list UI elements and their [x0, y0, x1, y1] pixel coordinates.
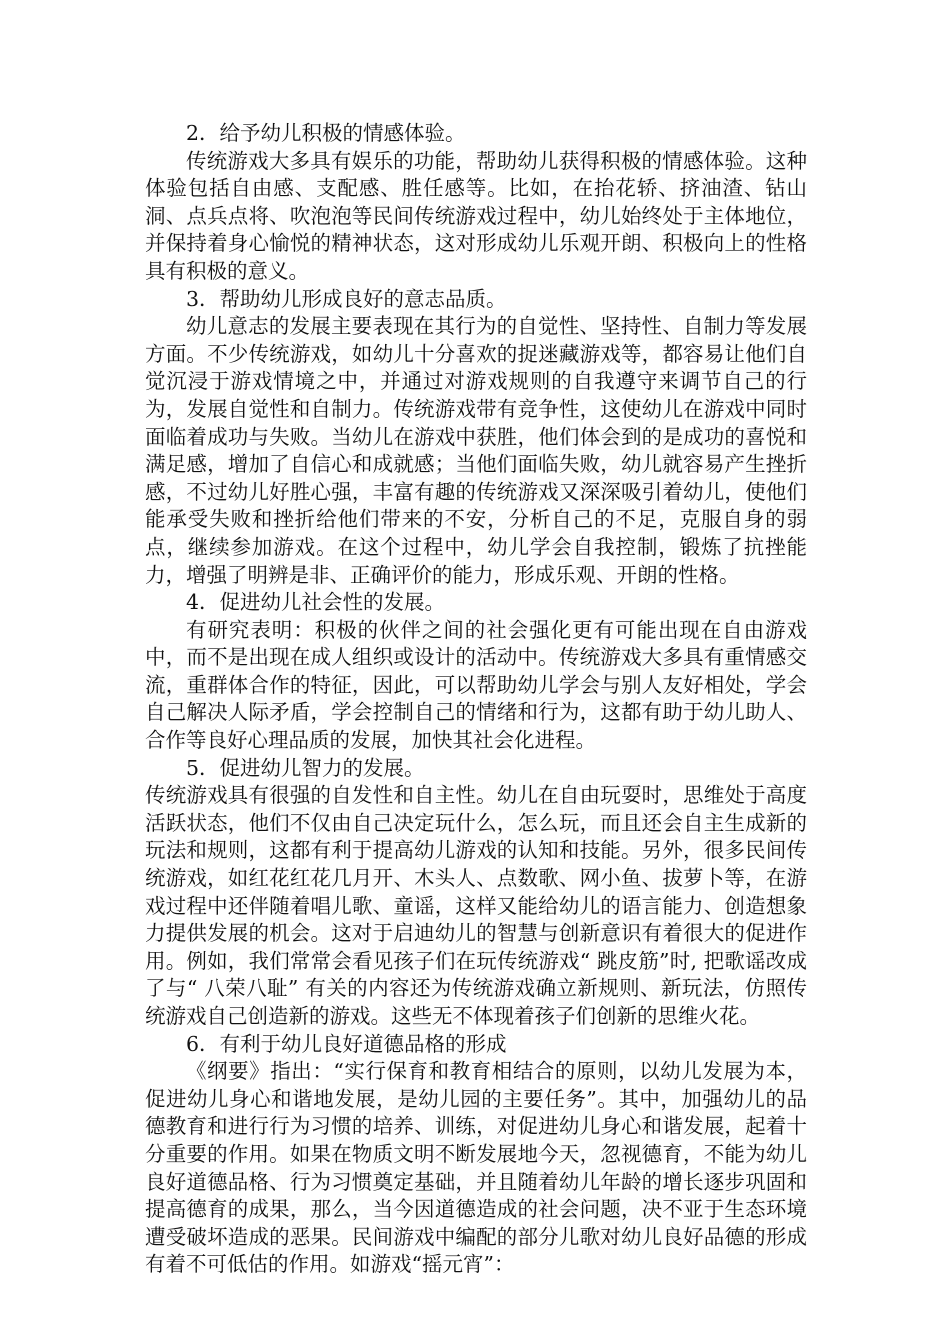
section-paragraph-6: 《纲要》指出：“实行保育和教育相结合的原则，以幼儿发展为本，促进幼儿身心和谐地发展，是幼儿园的主要任务”。其中，加强幼儿的品德教育和进行行为习惯的培养、训练，对促进幼儿身心和谐发展，起着十分重要的作用。如果在物质文明不断发展地今天，忽视德育，不能为幼儿良好道德品格、行为习惯奠定基础，并且随着幼儿年龄的增长逐步巩固和提高德育的成果，那么，当今因道德造成的社会问题，决不亚于生态环境遭受破坏造成的恶果。民间游戏中编配的部分儿歌对幼儿良好品德的形成有着不可低估的作用。如游戏“摇元宵”： — [145, 1059, 807, 1277]
section-paragraph-4: 有研究表明：积极的伙伴之间的社会强化更有可能出现在自由游戏中，而不是出现在成人组织或设计的活动中。传统游戏大多具有重情感交流，重群体合作的特征，因此，可以帮助幼儿学会与别人友好相处，学会自己解决人际矛盾，学会控制自己的情绪和行为，这都有助于幼儿助人、合作等良好心理品质的发展，加快其社会化进程。 — [145, 617, 807, 753]
section-heading-4: 4．促进幼儿社会性的发展。 — [186, 590, 446, 615]
section-heading-3: 3．帮助幼儿形成良好的意志品质。 — [186, 286, 507, 311]
section-paragraph-3: 幼儿意志的发展主要表现在其行为的自觉性、坚持性、自制力等发展方面。不少传统游戏，如幼儿十分喜欢的捉迷藏游戏等，都容易让他们自觉沉浸于游戏情境之中，并通过对游戏规则的自我遵守来调节自己的行为，发展自觉性和自制力。传统游戏带有竞争性，这使幼儿在游戏中同时面临着成功与失败。当幼儿在游戏中获胜，他们体会到的是成功的喜悦和满足感，增加了自信心和成就感；当他们面临失败，幼儿就容易产生挫折感，不过幼儿好胜心强，丰富有趣的传统游戏又深深吸引着幼儿，使他们能承受失败和挫折给他们带来的不安，分析自己的不足，克服自身的弱点，继续参加游戏。在这个过程中，幼儿学会自我控制，锻炼了抗挫能力，增强了明辨是非、正确评价的能力，形成乐观、开朗的性格。 — [145, 314, 807, 587]
section-paragraph-2: 传统游戏大多具有娱乐的功能，帮助幼儿获得积极的情感体验。这种体验包括自由感、支配感、胜任感等。比如，在抬花轿、挤油渣、钻山洞、点兵点将、吹泡泡等民间传统游戏过程中，幼儿始终处于主体地位，并保持着身心愉悦的精神状态，这对形成幼儿乐观开朗、积极向上的性格具有积极的意义。 — [145, 148, 807, 283]
section-heading-2: 2．给予幼儿积极的情感体验。 — [186, 121, 466, 145]
document-body — [145, 120, 807, 1279]
section-paragraph-5: 传统游戏具有很强的自发性和自主性。幼儿在自由玩耍时，思维处于高度活跃状态，他们不仅由自己决定玩什么，怎么玩，而且还会自主生成新的玩法和规则，这都有利于提高幼儿游戏的认知和技能。另外，很多民间传统游戏，如红花红花几月开、木头人、点数歌、网小鱼、拔萝卜等，在游戏过程中还伴随着唱儿歌、童谣，这样又能给幼儿的语言能力、创造想象力提供发展的机会。这对于启迪幼儿的智慧与创新意识有着很大的促进作用。例如，我们常常会看见孩子们在玩传统游戏“ 跳皮筋”时, 把歌谣改成了与“ 八荣八耻” 有关的内容还为传统游戏确立新规则、新玩法，仿照传统游戏自己创造新的游戏。这些无不体现着孩子们创新的思维火花。 — [145, 783, 807, 1028]
section-heading-6: 6．有利于幼儿良好道德品格的形成 — [186, 1031, 507, 1056]
section-heading-5: 5．促进幼儿智力的发展。 — [186, 755, 425, 780]
